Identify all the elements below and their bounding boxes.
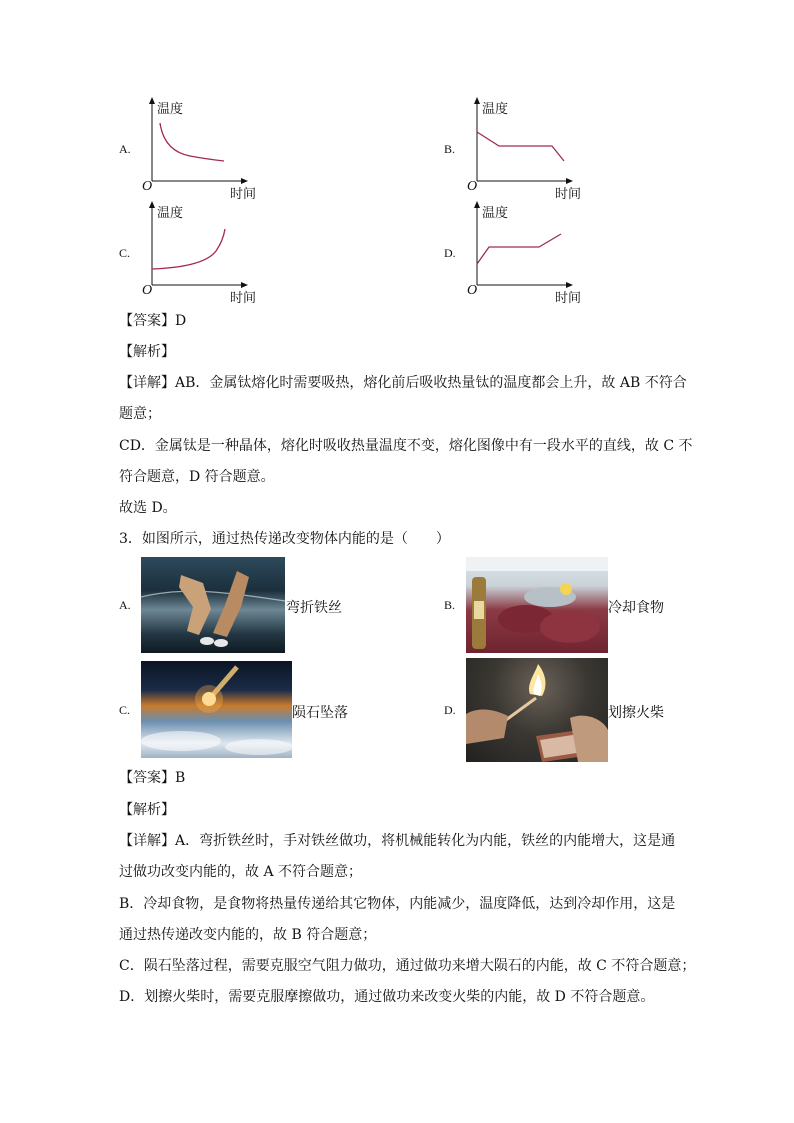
q2-detail-1: 【详解】AB．金属钛熔化时需要吸热，熔化前后吸收热量钛的温度都会上升，故 AB 不符合 bbox=[119, 375, 687, 391]
q3-answer: 【答案】B bbox=[119, 770, 186, 786]
q3-detail-5: C．陨石坠落过程，需要克服空气阻力做功，通过做功来增大陨石的内能，故 C 不符合题意； bbox=[119, 958, 696, 974]
graph-b-origin: O bbox=[467, 179, 478, 194]
q3-option-c-caption: 陨石坠落 bbox=[292, 705, 348, 721]
graph-c-xlabel: 时间 bbox=[230, 291, 257, 306]
graph-d-xlabel: 时间 bbox=[555, 291, 582, 306]
q3-option-b-caption: 冷却食物 bbox=[608, 600, 664, 616]
q3-question: 3．如图所示，通过热传递改变物体内能的是（ ） bbox=[119, 531, 450, 547]
q2-choose: 故选 D。 bbox=[119, 500, 177, 516]
q3-analysis: 【解析】 bbox=[119, 802, 175, 818]
graph-b bbox=[465, 95, 605, 202]
q2-detail-4: 符合题意，D 符合题意。 bbox=[119, 469, 275, 485]
q3-option-c-label: C. bbox=[119, 703, 131, 717]
graph-c-origin: O bbox=[142, 283, 153, 298]
curve-c bbox=[152, 229, 225, 269]
graph-a-origin: O bbox=[142, 179, 153, 194]
q2-detail-3: CD．金属钛是一种晶体，熔化时吸收热量温度不变，熔化图像中有一段水平的直线，故 C 不 bbox=[119, 438, 693, 454]
graph-a bbox=[140, 95, 280, 202]
graph-d-origin: O bbox=[467, 283, 478, 298]
q3-option-a-label: A. bbox=[119, 598, 131, 612]
graph-c bbox=[140, 199, 280, 306]
graph-c-ylabel: 温度 bbox=[157, 206, 184, 221]
q3-detail-4: 通过热传递改变内能的，故 B 符合题意； bbox=[119, 927, 377, 943]
graph-a-ylabel: 温度 bbox=[157, 102, 184, 117]
q2-detail-2: 题意； bbox=[119, 406, 161, 422]
bending-wire-photo bbox=[141, 557, 285, 653]
graph-b-ylabel: 温度 bbox=[482, 102, 509, 117]
meteorite-photo bbox=[141, 661, 292, 758]
striking-match-photo bbox=[466, 658, 608, 762]
graph-b-xlabel: 时间 bbox=[555, 187, 582, 202]
q3-option-b-label: B. bbox=[444, 598, 456, 612]
freezer-food-illustration bbox=[466, 557, 608, 653]
q3-option-d-label: D. bbox=[444, 703, 456, 717]
option-a-label: A. bbox=[119, 142, 131, 156]
q2-answer: 【答案】D bbox=[119, 313, 187, 329]
q3-detail-3: B．冷却食物，是食物将热量传递给其它物体，内能减少，温度降低，达到冷却作用，这是 bbox=[119, 896, 676, 912]
graph-d bbox=[465, 199, 605, 306]
q3-detail-6: D．划擦火柴时，需要克服摩擦做功，通过做功来改变火柴的内能，故 D 不符合题意。 bbox=[119, 989, 655, 1005]
q3-detail-1: 【详解】A．弯折铁丝时，手对铁丝做功，将机械能转化为内能，铁丝的内能增大，这是通 bbox=[119, 833, 676, 849]
option-d-label: D. bbox=[444, 246, 456, 260]
curve-d bbox=[477, 234, 561, 264]
curve-b bbox=[477, 132, 564, 161]
meteorite-illustration bbox=[141, 661, 292, 758]
option-c-label: C. bbox=[119, 246, 131, 260]
striking-match-illustration bbox=[466, 658, 608, 762]
q3-detail-2: 过做功改变内能的，故 A 不符合题意； bbox=[119, 864, 363, 880]
freezer-food-photo bbox=[466, 557, 608, 653]
q3-option-a-caption: 弯折铁丝 bbox=[286, 600, 342, 616]
graph-d-ylabel: 温度 bbox=[482, 206, 509, 221]
option-b-label: B. bbox=[444, 142, 456, 156]
curve-a bbox=[160, 123, 224, 161]
graph-a-xlabel: 时间 bbox=[230, 187, 257, 202]
bending-wire-illustration bbox=[141, 557, 285, 653]
q3-option-d-caption: 划擦火柴 bbox=[608, 705, 664, 721]
q2-analysis: 【解析】 bbox=[119, 344, 175, 360]
